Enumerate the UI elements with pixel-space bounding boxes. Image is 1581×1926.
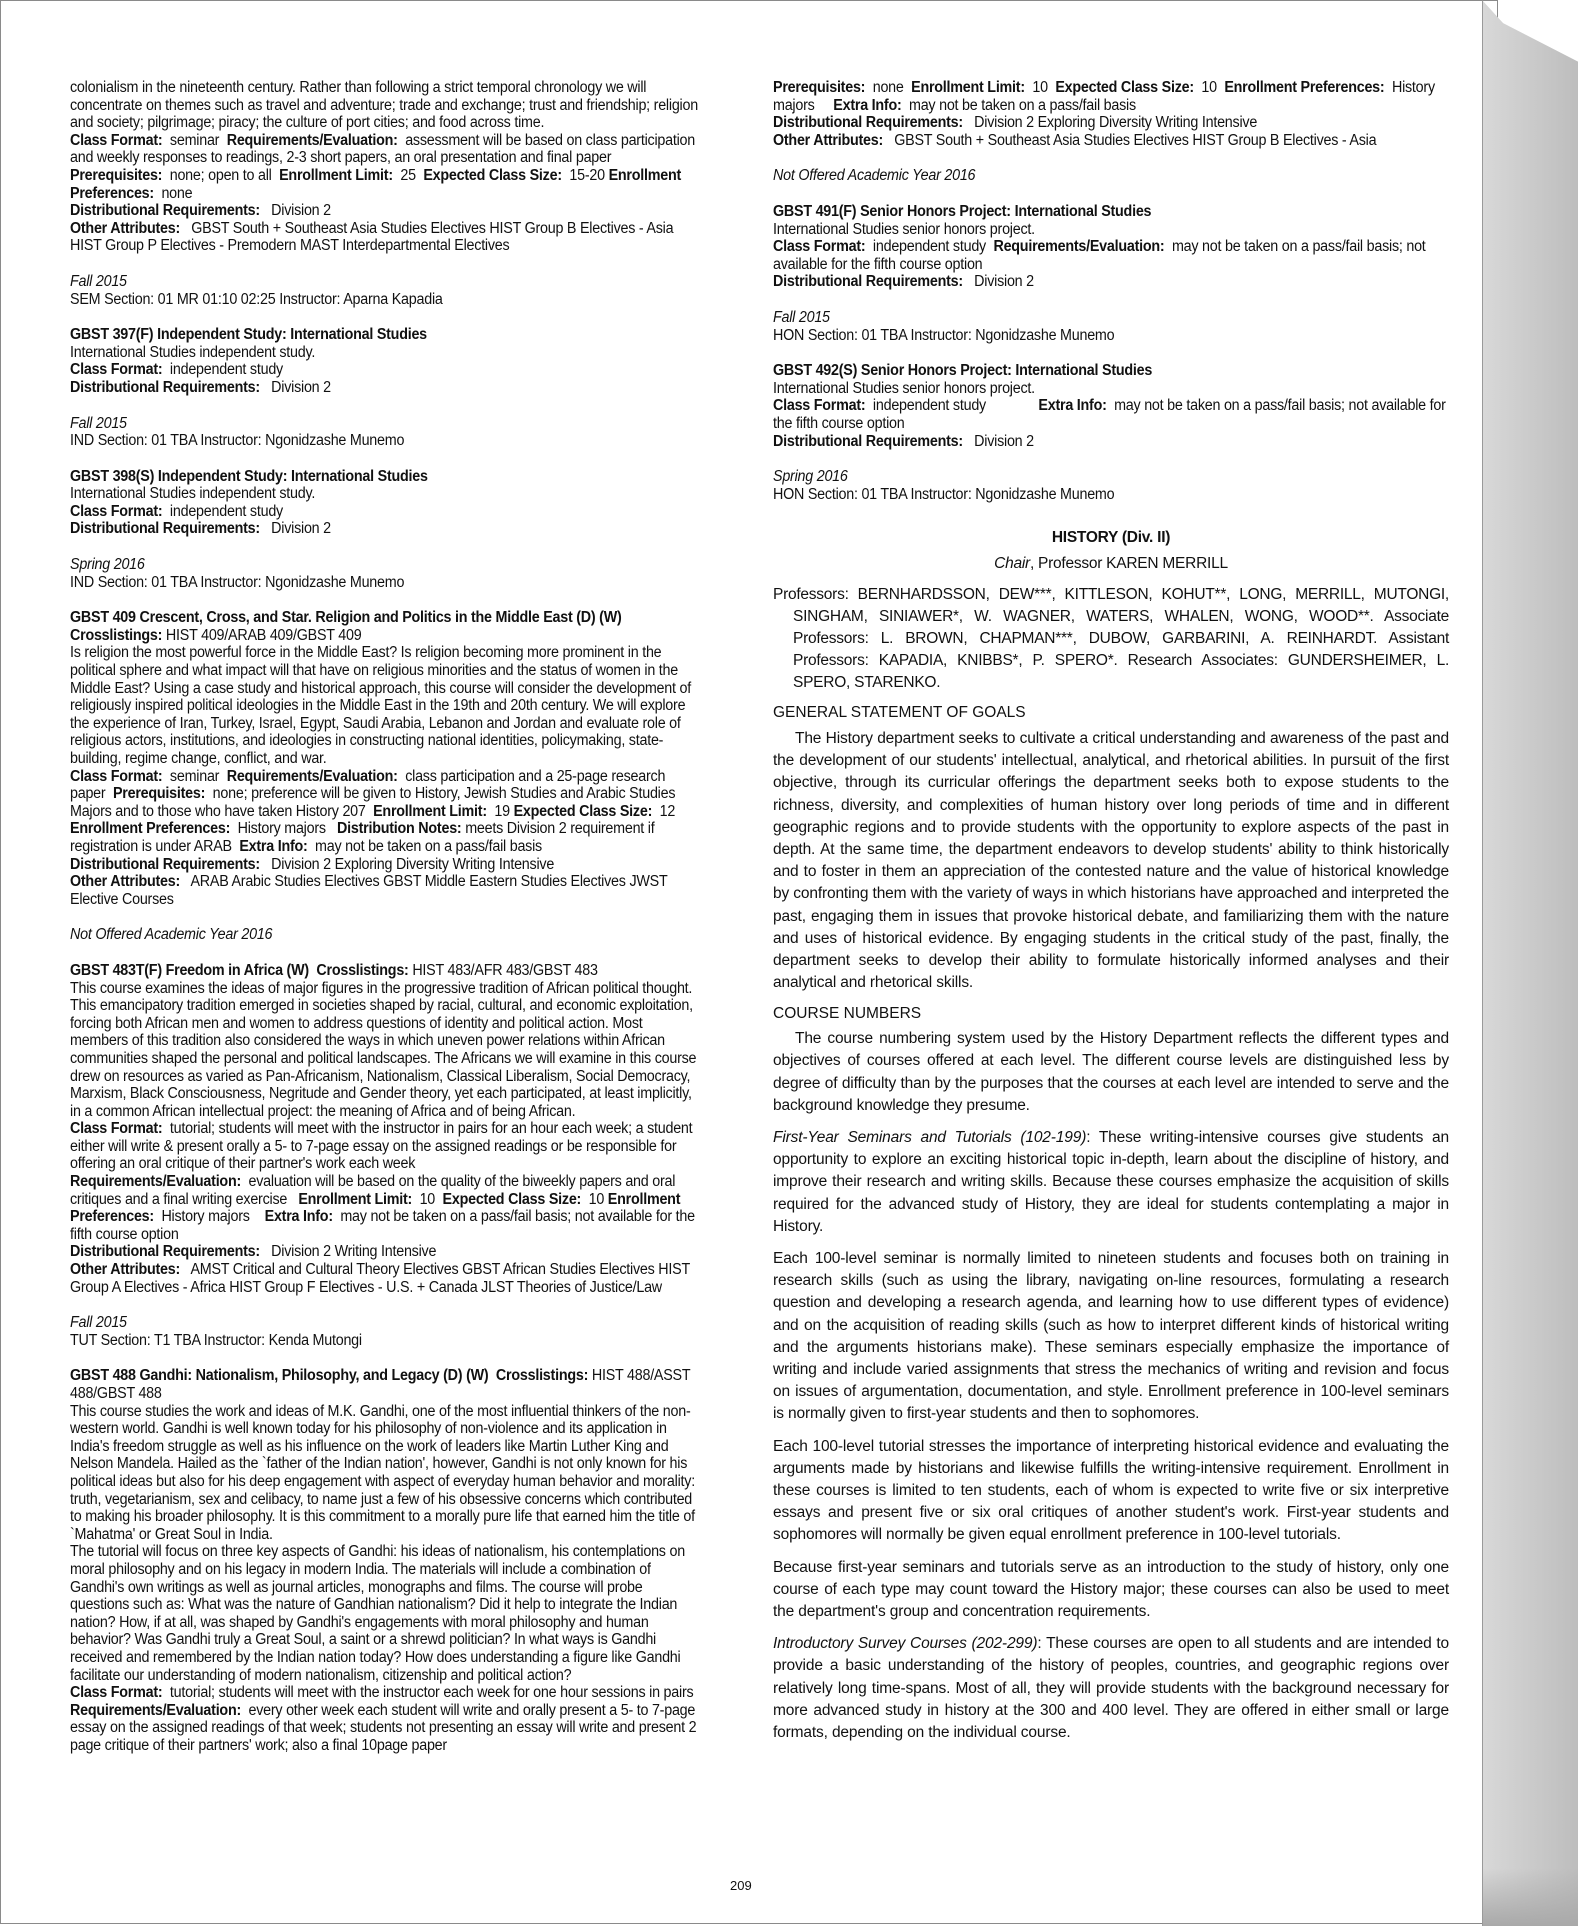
course-entry-gbst-491	[773, 203, 1447, 344]
other-attributes: Other Attributes: GBST South + Southeast Asia Studies Electives HIST Group B Electives - Asia HIST Group P Electives - Premodern MAST Interdepartmental Electives	[70, 219, 674, 255]
goals-paragraph: The History department seeks to cultivate a critical understanding and awareness of the past and the development of our students' intellectual, analytical, and rhetorical abilities. In pursuit of the first objective, through its curricular offerings the department seeks both to expose students to the richness, diversity, and complexities of human history over long periods of time and in different geographic regions and to provide students with the opportunity to explore aspects of the past in depth. At the same time, the department endeavors to develop students' ability to think historically and to foster in them an appreciation of the contested nature and the value of historical knowledge by confronting them with the variety of ways in which historians have approached and interpreted the past, engaging them in issues that provoke historical debate, and familiarizing them with the nature and uses of historical evidence. By engaging students in the critical study of the past, finally, the department seeks to develop their ability to formulate historically informed analyses and their analytical and rhetorical skills.	[773, 730, 1449, 992]
course-title: GBST 483T(F) Freedom in Africa (W) Crosslistings: HIST 483/AFR 483/GBST 483	[70, 961, 598, 979]
first-year-seminars-paragraph: First-Year Seminars and Tutorials (102-199): These writing-intensive courses give students an opportunity to explore an exciting historical topic in-depth, learn about the discipline of history, and improve their research and writing skills. Because these courses emphasize the acquisition of skills required for the advanced study of History, they are ideal for students contemplating a major in History.	[773, 1128, 1449, 1235]
distributional-requirements: Distributional Requirements: Division 2 Exploring Diversity Writing Intensive	[70, 855, 555, 873]
left-column	[70, 79, 701, 1772]
course-description: International Studies independent study.	[70, 485, 316, 503]
course-details: Class Format: seminar Requirements/Evaluation: assessment will be based on class participation and weekly responses to readings, 2-3 short papers, an oral presentation and final paper Prerequisites: none; open to all Enrollment Limit: 25 Expected Class Size: 15-20 Enrollment Preferences: none	[70, 131, 696, 202]
course-description: This course studies the work and ideas of M.K. Gandhi, one of the most influential thinkers of the non-western world. Gandhi is well known today for his philosophy of non-violence and its application in India's freedom struggle as well as his influence on the work of leaders like Martin Luther King and Nelson Mandela. Hailed as the `father of the Indian nation', however, Gandhi is not only known for his political ideas but also for his deep engagement with aspect of everyday human behavior and morality: truth, vegetarianism, sex and celibacy, to name just a few of his obsessive concerns which contributed to making his broader philosophy. It is this commitment to a morally pure life that earned him the title of `Mahatma' or Great Soul in India.	[70, 1402, 695, 1543]
course-entry-intro	[70, 79, 701, 308]
introductory-survey-paragraph: Introductory Survey Courses (202-299): These courses are open to all students and are intended to provide a basic understanding of the history of peoples, countries, and geographic regions over relatively long time-spans. Most of all, they will provide students with the background necessary for more advanced study in history at the 300 and 400 level. They are offered in either small or large formats, depending on the individual course.	[773, 1635, 1449, 1741]
course-entry-gbst-492	[773, 362, 1447, 503]
seminar-100-paragraph: Each 100-level seminar is normally limited to nineteen students and focuses both on training in research skills (such as using the library, navigating on-line resources, formulating a research question and developing a research agenda, and learning how to use different types of evidence) and on the acquisition of reading skills (such as how to interpret different kinds of historical writing and the arguments historians make). These seminars especially emphasize the importance of writing and include varied assignments that stress the mechanics of writing and revision and focus on issues of argumentation, documentation, and style. Enrollment preference in 100-level seminars is normally given to first-year students and then to sophomores.	[773, 1249, 1449, 1423]
course-details: Requirements/Evaluation: evaluation will be based on the quality of the biweekly papers and oral critiques and a final writing exercise Enrollment Limit: 10 Expected Class Size: 10 Enrollment Preferences: History majors Extra Info: may not be taken on a pass/fail basis; not available for the fifth course option	[70, 1173, 695, 1243]
course-entry-gbst-409	[70, 609, 701, 944]
section-info: HON Section: 01 TBA Instructor: Ngonidzashe Munemo	[773, 485, 1115, 503]
class-format: Class Format: tutorial; students will meet with the instructor in pairs for an hour each week; a student either will write & present orally a 5- to 7-page essay on the assigned readings or be responsible for offering an oral critique of their partner's work each week	[70, 1120, 693, 1173]
section-info: IND Section: 01 TBA Instructor: Ngonidzashe Munemo	[70, 432, 405, 450]
course-numbers-paragraph: The course numbering system used by the History Department reflects the different types and objectives of courses offered at each level. The different course levels are distinguished less by degree of difficulty than by the purposes that the courses at each level are intended to serve and the background knowledge they presume.	[773, 1030, 1449, 1114]
semester: Fall 2015	[70, 272, 127, 290]
other-attributes: Other Attributes: GBST South + Southeast Asia Studies Electives HIST Group B Electives - Asia	[773, 131, 1377, 149]
course-details: Prerequisites: none Enrollment Limit: 10 Expected Class Size: 10 Enrollment Preferences: History majors Extra Info: may not be taken on a pass/fail basis	[773, 79, 1435, 114]
page-curl-shadow	[1482, 0, 1578, 1926]
course-description: Is religion the most powerful force in the Middle East? Is religion becoming more prominent in the political sphere and what impact will that have on religious minorities and the status of women in the Middle East? Using a case study and historical approach, this course will consider the development of religiously inspired political ideologies in the Middle East in the 19th and 20th century. We will explore the experience of Iran, Turkey, Israel, Egypt, Saudi Arabia, Lebanon and Jordan and evaluate role of religious actors, institutions, and ideologies in constructing national identities, policymaking, state-building, regime change, conflict, and war.	[70, 644, 691, 767]
course-details: Class Format: independent study Extra Info: may not be taken on a pass/fail basis; not available for the fifth course option	[773, 397, 1446, 432]
course-entry-gbst-398	[70, 468, 701, 592]
course-entry-gbst-397	[70, 326, 701, 450]
distributional-requirements: Distributional Requirements: Division 2 Exploring Diversity Writing Intensive	[773, 114, 1258, 132]
semester: Fall 2015	[773, 308, 830, 326]
section-info: HON Section: 01 TBA Instructor: Ngonidzashe Munemo	[773, 326, 1115, 344]
crosslistings: Crosslistings: HIST 409/ARAB 409/GBST 409	[70, 626, 362, 644]
distributional-requirements: Distributional Requirements: Division 2	[70, 520, 331, 538]
course-description: International Studies senior honors project.	[773, 379, 1035, 397]
course-details: Class Format: seminar Requirements/Evaluation: class participation and a 25-page research paper Prerequisites: none; preference will be given to History, Jewish Studies and Arabic Studies Majors and to those who have taken History 207 Enrollment Limit: 19 Expected Class Size: 12 Enrollment Preferences: History majors Distribution Notes: meets Division 2 requirement if registration is under ARAB Extra Info: may not be taken on a pass/fail basis	[70, 767, 676, 855]
section-info: TUT Section: T1 TBA Instructor: Kenda Mutongi	[70, 1331, 362, 1349]
course-title: GBST 492(S) Senior Honors Project: International Studies	[773, 362, 1153, 380]
first-year-limit-paragraph: Because first-year seminars and tutorials serve as an introduction to the study of history, only one course of each type may count toward the History major; these courses can also be used to meet the department's group and concentration requirements.	[773, 1558, 1449, 1620]
course-description: International Studies senior honors project.	[773, 220, 1035, 238]
course-description: This course examines the ideas of major figures in the progressive tradition of African political thought. This emancipatory tradition emerged in societies shaped by racial, cultural, and economic exploitation, forcing both African men and women to address questions of identity and political action. Most members of this tradition also considered the ways in which uneven power relations within African communities shaped the personal and political landscapes. The Africans we will examine in this course drew on resources as varied as Pan-Africanism, Nationalism, Classical Liberalism, Social Democracy, Marxism, Black Consciousness, Negritude and Gender theory, yet each participated, at least implicitly, in a common African intellectual project: the meaning of Africa and of being African.	[70, 979, 697, 1120]
semester: Fall 2015	[70, 414, 127, 432]
semester: Not Offered Academic Year 2016	[70, 926, 273, 944]
faculty-list: Professors: BERNHARDSSON, DEW***, KITTLESON, KOHUT**, LONG, MERRILL, MUTONGI, SINGHAM, SINIAWER*, W. WAGNER, WATERS, WHALEN, WONG, WOOD**. Associate Professors: L. BROWN, CHAPMAN***, DUBOW, GARBARINI, A. REINHARDT. Assistant Professors: KAPADIA, KNIBBS*, P. SPERO*. Research Associates: GUNDERSHEIMER, L. SPERO, STARENKO.	[773, 586, 1449, 692]
course-details: Class Format: tutorial; students will meet with the instructor each week for one hour sessions in pairs Requirements/Evaluation: every other week each student will write and orally present a 5- to 7-page essay on the assigned readings of that week; students not presenting an essay will write and present 2 page critique of their partners' work; also a final 10page paper	[70, 1684, 697, 1754]
department-heading: HISTORY (Div. II)	[1051, 529, 1171, 547]
right-column	[773, 79, 1449, 1744]
other-attributes: Other Attributes: ARAB Arabic Studies Electives GBST Middle Eastern Studies Electives JWST Elective Courses	[70, 873, 668, 908]
course-description-continued: The tutorial will focus on three key aspects of Gandhi: his ideas of nationalism, his contemplations on moral philosophy and on his legacy in modern India. The materials will include a combination of Gandhi's own writings as well as journal articles, monographs and films. The course will probe questions such as: What was the nature of Gandhian nationalism? Did it help to integrate the Indian nation? How, if at all, was shaped by Gandhi's engagements with moral philosophy and human behavior? Was Gandhi truly a Great Soul, a saint or a shrewd politician? In what ways is Gandhi received and remembered by the Indian nation today? How does understanding a figure like Gandhi facilitate our understanding of modern nationalism, citizenship and political action?	[70, 1543, 685, 1684]
section-info: SEM Section: 01 MR 01:10 02:25 Instructor: Aparna Kapadia	[70, 290, 443, 308]
page-number: 209	[730, 1878, 752, 1893]
semester: Spring 2016	[70, 556, 145, 574]
other-attributes: Other Attributes: AMST Critical and Cultural Theory Electives GBST African Studies Electives HIST Group A Electives - Africa HIST Group F Electives - U.S. + Canada JLST Theories of Justice/Law	[70, 1261, 690, 1296]
distributional-requirements: Distributional Requirements: Division 2 Writing Intensive	[70, 1243, 437, 1261]
distributional-requirements: Distributional Requirements: Division 2	[70, 202, 331, 220]
course-entry-continued	[773, 79, 1447, 185]
course-title: GBST 397(F) Independent Study: International Studies	[70, 326, 427, 344]
course-entry-gbst-483	[70, 962, 701, 1349]
right-course-listings	[773, 79, 1447, 503]
course-numbers-heading: COURSE NUMBERS	[773, 1004, 922, 1022]
semester: Spring 2016	[773, 468, 848, 486]
semester: Not Offered Academic Year 2016	[773, 167, 976, 185]
class-format: Class Format: independent study	[70, 502, 283, 520]
section-info: IND Section: 01 TBA Instructor: Ngonidzashe Munemo	[70, 573, 405, 591]
course-description: colonialism in the nineteenth century. Rather than following a strict temporal chronology we will concentrate on themes such as travel and adventure; trade and exchange; trust and friendship; religion and society; pilgrimage; piracy; the culture of port cities; and food across time.	[70, 79, 698, 132]
course-details: Class Format: independent study Requirements/Evaluation: may not be taken on a pass/fail basis; not available for the fifth course option	[773, 238, 1426, 273]
tutorial-100-paragraph: Each 100-level tutorial stresses the importance of interpreting historical evidence and evaluating the arguments made by historians and likewise fulfills the writing-intensive requirement. Enrollment in these courses is limited to ten students, each of whom is expected to write five or six interpretive essays and present five or six oral critiques of another student's work. First-year students and sophomores will normally be given equal enrollment preference in 100-level tutorials.	[773, 1437, 1449, 1544]
semester: Fall 2015	[70, 1314, 127, 1332]
class-format: Class Format: independent study	[70, 361, 283, 379]
course-description: International Studies independent study.	[70, 343, 316, 361]
course-title: GBST 488 Gandhi: Nationalism, Philosophy, and Legacy (D) (W) Crosslistings: HIST 488/ASST 488/GBST 488	[70, 1367, 691, 1402]
course-title: GBST 398(S) Independent Study: International Studies	[70, 467, 428, 485]
course-entry-gbst-488	[70, 1367, 701, 1754]
distributional-requirements: Distributional Requirements: Division 2	[773, 432, 1034, 450]
history-department	[773, 529, 1449, 1744]
distributional-requirements: Distributional Requirements: Division 2	[773, 273, 1034, 291]
distributional-requirements: Distributional Requirements: Division 2	[70, 378, 331, 396]
course-title: GBST 409 Crescent, Cross, and Star. Religion and Politics in the Middle East (D) (W)	[70, 609, 622, 627]
goals-heading: GENERAL STATEMENT OF GOALS	[773, 704, 1026, 722]
department-chair: Chair, Professor KAREN MERRILL	[994, 554, 1228, 572]
course-title: GBST 491(F) Senior Honors Project: International Studies	[773, 202, 1152, 220]
